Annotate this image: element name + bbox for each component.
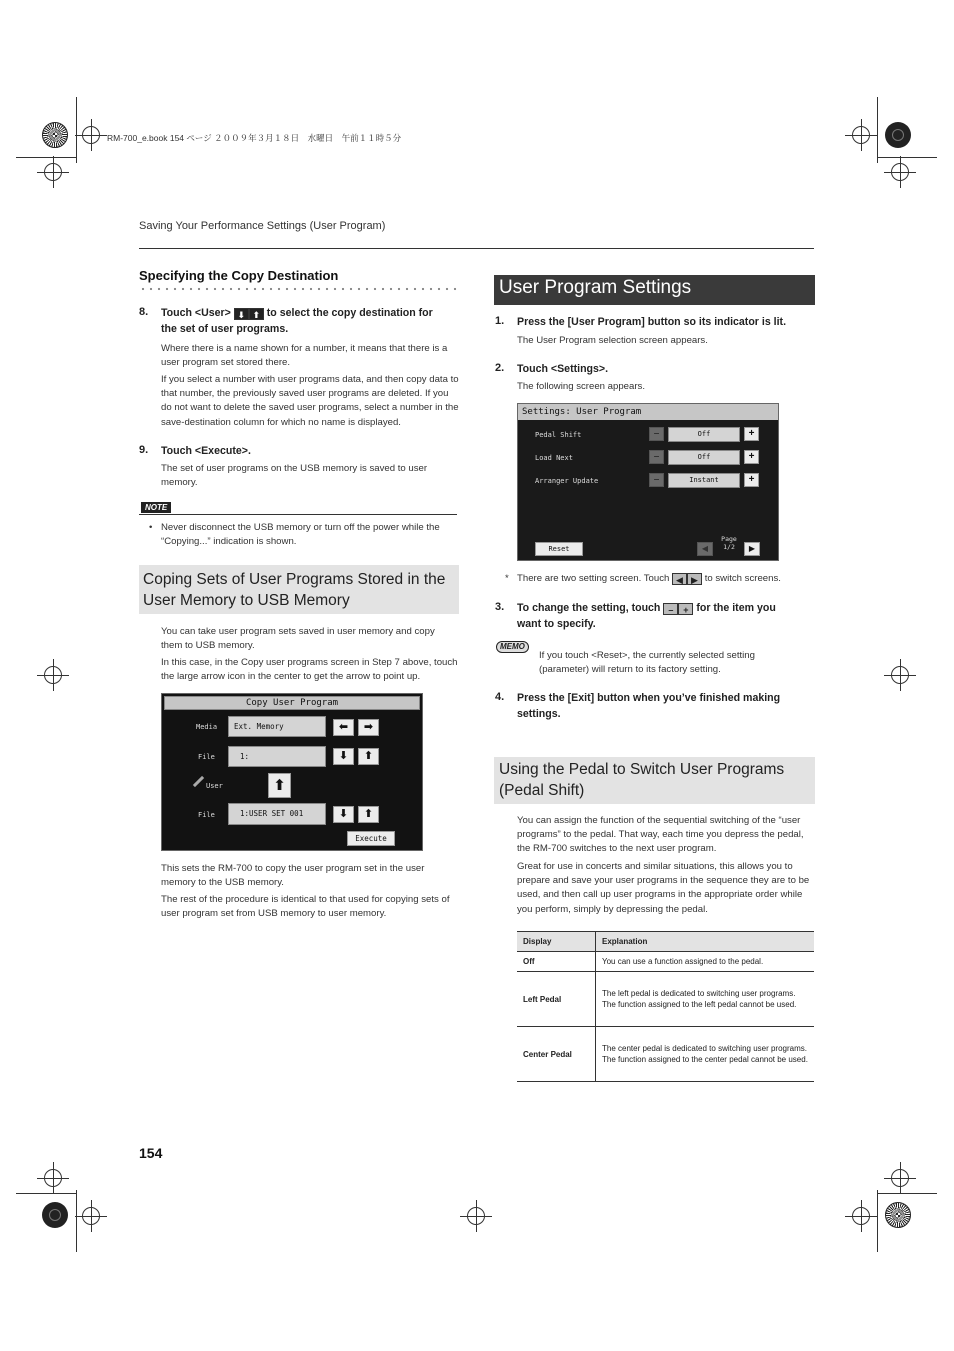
- section-para-1: You can take user program sets saved in user memory and copy them to USB memory.: [161, 626, 435, 652]
- media-right-button[interactable]: ➡: [358, 719, 379, 736]
- file-field[interactable]: [228, 746, 326, 767]
- copy-user-program-screen: [161, 693, 423, 851]
- load-next-label: Load Next: [535, 454, 573, 462]
- step-4-number: 4.: [495, 691, 505, 703]
- arranger-update-value-text: Instant: [689, 476, 719, 484]
- step-8-para-1: Where there is a name shown for a number, it means that there is a user program set stored there.: [161, 343, 448, 369]
- pedal-para-2: Great for use in concerts and similar situations, this allows you to prepare and save your user programs in the sequence they are to be used, and then call up user programs in the appropriate order while you perform, simply by depressing the pedal.: [517, 861, 810, 915]
- page-prev-button[interactable]: ◀: [697, 542, 713, 556]
- note-rule: [139, 514, 457, 515]
- reset-button[interactable]: [535, 542, 583, 556]
- step-3-number: 3.: [495, 601, 505, 613]
- plus-icon: +: [678, 603, 693, 615]
- file-label: File: [198, 753, 215, 761]
- minus-icon: –: [653, 474, 660, 485]
- arranger-update-plus-button[interactable]: [744, 473, 759, 487]
- section-copy-to-usb: [139, 565, 459, 614]
- plus-icon: +: [748, 428, 755, 439]
- up-arrow-icon: ⬆: [249, 308, 264, 320]
- media-label: Media: [196, 723, 218, 731]
- settings-screen-title-text: Settings: User Program: [522, 407, 642, 417]
- settings-user-program-screen: [517, 403, 779, 561]
- load-next-minus-button[interactable]: [649, 450, 664, 464]
- next-page-icon: ▶: [687, 573, 702, 585]
- running-head: Saving Your Performance Settings (User Program): [139, 220, 386, 232]
- file2-field[interactable]: [228, 803, 326, 825]
- step-9-para: The set of user programs on the USB memory is saved to user memory.: [161, 463, 428, 489]
- media-left-button[interactable]: ⬅: [333, 719, 354, 736]
- arranger-update-value: [668, 473, 740, 488]
- file-up-button[interactable]: ⬆: [358, 748, 379, 765]
- pedal-shift-plus-button[interactable]: [744, 427, 759, 441]
- step-2-title: Touch <Settings>.: [517, 363, 609, 375]
- table-header-explanation: Explanation: [596, 932, 815, 952]
- table-cell-display: Left Pedal: [517, 972, 596, 1027]
- pencil-icon: [193, 776, 204, 787]
- step-8-text-a: Touch <User>: [161, 307, 231, 319]
- section-copy-to-usb-title: Coping Sets of User Programs Stored in the User Memory to USB Memory: [143, 571, 446, 609]
- step-3-text-a: To change the setting, touch: [517, 602, 661, 614]
- prev-page-icon: ◀: [672, 573, 687, 585]
- table-row: [517, 952, 814, 972]
- user-label: User: [206, 782, 223, 790]
- step-9-title: Touch <Execute>.: [161, 445, 251, 457]
- step-8-title: [161, 305, 457, 337]
- memo-text: If you touch <Reset>, the currently selected setting (parameter) will return to its factory setting.: [539, 650, 755, 676]
- print-header: RM-700_e.book 154 ページ ２００９年３月１８日 水曜日 午前１１時５分: [107, 133, 402, 143]
- file-down-button[interactable]: ⬇: [333, 748, 354, 765]
- page-indicator: [717, 535, 741, 551]
- page-next-button[interactable]: ▶: [744, 542, 760, 556]
- direction-arrow-button[interactable]: ⬆: [268, 773, 291, 798]
- memo-label: MEMO: [500, 642, 525, 651]
- footnote-asterisk: *: [505, 573, 509, 584]
- note-badge: [141, 502, 171, 513]
- page-value: 1/2: [723, 543, 735, 551]
- table-row: [517, 1027, 814, 1082]
- media-field[interactable]: [228, 716, 326, 737]
- page-number: 154: [139, 1145, 163, 1161]
- dotted-rule: [139, 287, 457, 291]
- load-next-plus-button[interactable]: [744, 450, 759, 464]
- note-label: NOTE: [145, 503, 168, 512]
- file2-down-button[interactable]: ⬇: [333, 806, 354, 823]
- section-para-2: In this case, in the Copy user programs screen in Step 7 above, touch the large arrow icon in the center to get the arrow to point up.: [161, 657, 458, 683]
- note-bullet: •: [149, 522, 153, 533]
- footnote-text-a: There are two setting screen. Touch: [517, 573, 670, 584]
- settings-screen-title: [518, 404, 778, 420]
- file2-value: 1:USER SET 001: [240, 809, 304, 818]
- step-1-para: The User Program selection screen appears.: [517, 335, 708, 346]
- arranger-update-minus-button[interactable]: [649, 473, 664, 487]
- execute-label: Execute: [355, 834, 387, 843]
- header-rule: [139, 248, 814, 249]
- table-cell-display: Center Pedal: [517, 1027, 596, 1082]
- step-8-text-c: the set of user programs.: [161, 323, 289, 335]
- media-value: Ext. Memory: [234, 722, 284, 731]
- load-next-value-text: Off: [697, 453, 711, 461]
- step-8-text-b: to select the copy destination for: [266, 307, 433, 319]
- file-value: 1:: [240, 752, 250, 761]
- table-row: [517, 972, 814, 1027]
- section-pedal-shift-title: Using the Pedal to Switch User Programs (Pedal Shift): [499, 761, 785, 799]
- step-8-number: 8.: [139, 306, 149, 318]
- load-next-value: [668, 450, 740, 465]
- arranger-update-label: Arranger Update: [535, 477, 599, 485]
- step-4-title: Press the [Exit] button when you’ve finished making settings.: [517, 692, 781, 720]
- footnote: [517, 572, 781, 586]
- table-header-display: Display: [517, 932, 596, 952]
- step-3-text-b: for the item you: [696, 602, 776, 614]
- after-screen-para-1: This sets the RM-700 to copy the user program set in the user memory to the USB memory.: [161, 863, 425, 889]
- step-3-title: [517, 600, 814, 632]
- plus-icon: +: [748, 474, 755, 485]
- user-program-settings-title-bar: [494, 275, 815, 305]
- step-8-para-2: If you select a number with user programs data, and then copy data to that number, the previously saved user programs are deleted. If you do not want to delete the saved user programs, select a number in the save-destination column for which no name is displayed.: [161, 374, 459, 428]
- memo-badge: [496, 641, 529, 653]
- step-3-text-c: want to specify.: [517, 618, 596, 630]
- minus-icon: –: [653, 451, 660, 462]
- step-9-number: 9.: [139, 444, 149, 456]
- step-2-para: The following screen appears.: [517, 381, 645, 392]
- down-arrow-icon: ⬇: [234, 308, 249, 320]
- minus-icon: –: [663, 603, 678, 615]
- table-cell-explanation: The center pedal is dedicated to switching user programs. The function assigned to the center pedal cannot be used.: [596, 1027, 815, 1082]
- note-text: Never disconnect the USB memory or turn off the power while the “Copying...” indication is shown.: [161, 522, 440, 548]
- copy-screen-title-text: Copy User Program: [245, 698, 339, 708]
- pedal-shift-label: Pedal Shift: [535, 431, 582, 439]
- section-pedal-shift: [494, 757, 815, 804]
- pedal-shift-value-text: Off: [697, 430, 711, 438]
- minus-icon: –: [653, 428, 660, 439]
- pedal-shift-value: [668, 427, 740, 442]
- table-cell-display: Off: [517, 952, 596, 972]
- execute-button[interactable]: [347, 831, 395, 846]
- step-2-number: 2.: [495, 362, 505, 374]
- pedal-para-1: You can assign the function of the sequential switching of the “user programs” to the pedal. That way, each time you depress the pedal, the RM-700 switches to the next user program.: [517, 815, 804, 855]
- table-cell-explanation: The left pedal is dedicated to switching user programs. The function assigned to the left pedal cannot be used.: [596, 972, 815, 1027]
- file2-up-button[interactable]: ⬆: [358, 806, 379, 823]
- pedal-shift-minus-button[interactable]: [649, 427, 664, 441]
- heading-copy-destination: Specifying the Copy Destination: [139, 268, 339, 283]
- step-1-number: 1.: [495, 315, 505, 327]
- step-1-title: Press the [User Program] button so its indicator is lit.: [517, 316, 787, 328]
- table-cell-explanation: You can use a function assigned to the pedal.: [596, 952, 815, 972]
- user-program-settings-title: User Program Settings: [499, 277, 692, 298]
- copy-screen-title: [164, 696, 420, 710]
- pedal-shift-table: [517, 931, 814, 1082]
- plus-icon: +: [748, 451, 755, 462]
- after-screen-para-2: The rest of the procedure is identical to that used for copying sets of user program set from USB memory to user memory.: [161, 894, 450, 920]
- table-header-row: [517, 932, 814, 952]
- footnote-text-b: to switch screens.: [704, 573, 781, 584]
- page-label: Page: [721, 535, 737, 543]
- reset-label: Reset: [548, 545, 570, 553]
- file2-label: File: [198, 811, 215, 819]
